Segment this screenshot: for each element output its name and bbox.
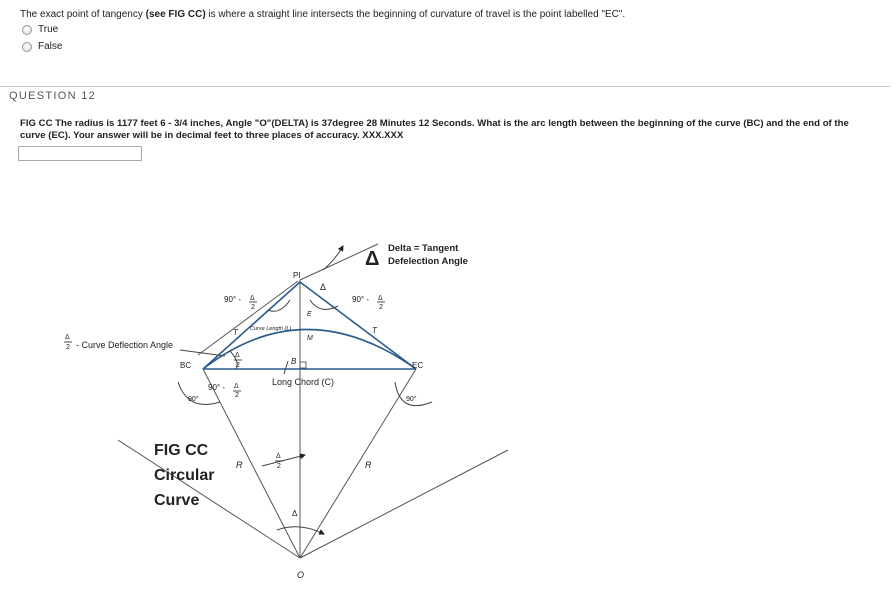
b-leader bbox=[284, 361, 288, 374]
label-b: B bbox=[291, 357, 297, 366]
option-false-label: False bbox=[38, 41, 63, 52]
label-bc: BC bbox=[180, 361, 192, 370]
label-o: O bbox=[297, 570, 305, 580]
label-ec: EC bbox=[412, 361, 424, 370]
question-title: QUESTION 12 bbox=[9, 90, 97, 102]
fraction-bars bbox=[64, 302, 385, 461]
radius-line-left bbox=[203, 369, 300, 558]
half-num-deflection: Δ bbox=[65, 334, 70, 341]
label-t-right: T bbox=[372, 326, 377, 335]
caption-line2: Circular bbox=[154, 467, 215, 484]
label-delta-o: Δ bbox=[292, 509, 298, 518]
label-pi: PI bbox=[293, 271, 301, 280]
delta-arc-pi bbox=[323, 246, 343, 270]
radius-extension-right bbox=[300, 450, 508, 558]
half-num-lower: Δ bbox=[276, 453, 281, 460]
angle-arc-right-top bbox=[310, 300, 338, 309]
half-delta-leader bbox=[262, 455, 305, 466]
radius-extension-left bbox=[118, 440, 300, 558]
tangent-extension-lower-left bbox=[198, 281, 298, 355]
half-den-top-left: 2 bbox=[251, 304, 255, 311]
label-90-left: 90° bbox=[188, 396, 199, 403]
label-90-right: 90° bbox=[406, 396, 417, 403]
option-true-label: True bbox=[38, 24, 59, 35]
right-angle-marker bbox=[300, 362, 306, 368]
previous-question-text-part2: is where a straight line intersects the beginning of curvature of travel is the point labelled "EC". bbox=[205, 9, 626, 20]
half-den-top-right: 2 bbox=[379, 304, 383, 311]
label-delta-pi: Δ bbox=[320, 282, 327, 292]
caption-line3: Curve bbox=[154, 492, 200, 509]
label-long-chord: Long Chord (C) bbox=[272, 377, 335, 387]
label-e: E bbox=[307, 311, 312, 318]
label-curve-deflection-angle: - Curve Deflection Angle bbox=[76, 340, 174, 350]
question-text: FIG CC The radius is 1177 feet 6 - 3/4 inches, Angle "O"(DELTA) is 37degree 28 Minutes 12 Seconds. What is the arc length between the beginning of the curve (BC) and the end of the curve (EC). Your answer will be in decimal feet to three places of accuracy. XXX.XXX bbox=[20, 118, 849, 141]
half-den-deflection: 2 bbox=[66, 344, 70, 351]
half-den-bottom: 2 bbox=[235, 392, 239, 399]
deflection-leader bbox=[180, 350, 225, 356]
label-m: M bbox=[307, 335, 313, 342]
half-num-bc: Δ bbox=[235, 352, 240, 359]
label-90-minus-right: 90° - bbox=[352, 295, 369, 304]
half-den-bc: 2 bbox=[236, 362, 240, 369]
delta-symbol-legend: Δ bbox=[365, 248, 380, 270]
previous-question-text-part1: The exact point of tangency bbox=[20, 9, 146, 20]
previous-question-text-bold: (see FIG CC) bbox=[145, 9, 206, 20]
half-num-top-left: Δ bbox=[250, 295, 255, 302]
half-den-lower: 2 bbox=[277, 463, 281, 470]
caption-line1: FIG CC bbox=[154, 442, 209, 459]
delta-legend-line1: Delta = Tangent bbox=[388, 243, 459, 254]
label-curve-length: Curve Length (L) bbox=[250, 326, 292, 332]
radius-line-right bbox=[300, 369, 416, 558]
label-r-left: R bbox=[236, 460, 243, 470]
half-num-top-right: Δ bbox=[378, 295, 383, 302]
delta-legend-line2: Defelection Angle bbox=[388, 256, 468, 267]
label-t-left: T bbox=[233, 328, 238, 337]
label-90-minus-left: 90° - bbox=[224, 295, 241, 304]
half-num-bottom: Δ bbox=[234, 383, 239, 390]
label-90-minus-bottom: 90° - bbox=[208, 383, 225, 392]
label-r-right: R bbox=[365, 460, 372, 470]
